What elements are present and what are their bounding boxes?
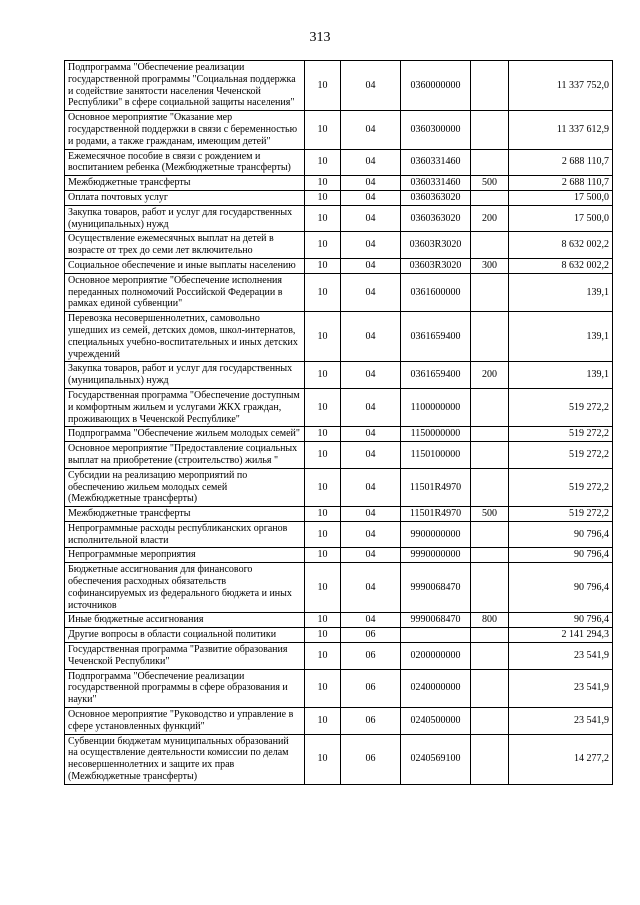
row-name-cell: Государственная программа "Обеспечение доступным и комфортным жильем и услугами ЖКХ граждан, проживающих в Чеченской Республике"	[65, 388, 305, 426]
row-name-cell: Субвенции бюджетам муниципальных образований на осуществление деятельности комиссии по делам несовершеннолетних и защите их прав (Межбюджетные трансферты)	[65, 734, 305, 784]
row-amount-cell: 139,1	[509, 273, 613, 311]
row-amount-cell: 17 500,0	[509, 190, 613, 205]
row-section-cell: 10	[305, 548, 341, 563]
row-name-cell: Субсидии на реализацию мероприятий по обеспечению жильем молодых семей (Межбюджетные трансферты)	[65, 468, 305, 506]
row-section-cell: 10	[305, 258, 341, 273]
row-target-code-cell: 0200000000	[401, 643, 471, 670]
row-amount-cell: 519 272,2	[509, 468, 613, 506]
row-section-cell: 10	[305, 734, 341, 784]
row-section-cell: 10	[305, 388, 341, 426]
row-expense-type-cell	[471, 734, 509, 784]
row-section-cell: 10	[305, 563, 341, 613]
row-subsection-cell: 04	[341, 176, 401, 191]
row-expense-type-cell	[471, 548, 509, 563]
row-expense-type-cell: 500	[471, 507, 509, 522]
row-target-code-cell: 0240569100	[401, 734, 471, 784]
row-name-cell: Другие вопросы в области социальной политики	[65, 628, 305, 643]
row-name-cell: Иные бюджетные ассигнования	[65, 613, 305, 628]
row-expense-type-cell	[471, 643, 509, 670]
row-target-code-cell: 0361659400	[401, 312, 471, 362]
row-expense-type-cell	[471, 312, 509, 362]
row-amount-cell: 519 272,2	[509, 442, 613, 469]
row-subsection-cell: 04	[341, 362, 401, 389]
row-expense-type-cell	[471, 669, 509, 707]
row-amount-cell: 519 272,2	[509, 388, 613, 426]
row-name-cell: Межбюджетные трансферты	[65, 507, 305, 522]
row-amount-cell: 23 541,9	[509, 669, 613, 707]
row-section-cell: 10	[305, 427, 341, 442]
table-row	[65, 521, 613, 548]
row-section-cell: 10	[305, 628, 341, 643]
row-section-cell: 10	[305, 507, 341, 522]
row-name-cell: Закупка товаров, работ и услуг для государственных (муниципальных) нужд	[65, 205, 305, 232]
row-name-cell: Социальное обеспечение и иные выплаты населению	[65, 258, 305, 273]
table-row	[65, 388, 613, 426]
page-number: 313	[309, 30, 331, 45]
row-amount-cell: 90 796,4	[509, 548, 613, 563]
row-amount-cell: 23 541,9	[509, 708, 613, 735]
row-section-cell: 10	[305, 205, 341, 232]
row-name-cell: Основное мероприятие "Предоставление социальных выплат на приобретение (строительство) жилья "	[65, 442, 305, 469]
row-target-code-cell: 0361600000	[401, 273, 471, 311]
row-amount-cell: 2 688 110,7	[509, 176, 613, 191]
row-amount-cell: 139,1	[509, 362, 613, 389]
row-name-cell: Осуществление ежемесячных выплат на детей в возрасте от трех до семи лет включительно	[65, 232, 305, 259]
table-row	[65, 548, 613, 563]
row-expense-type-cell	[471, 427, 509, 442]
row-target-code-cell: 9990068470	[401, 613, 471, 628]
row-name-cell: Основное мероприятие "Обеспечение исполнения переданных полномочий Российской Федерации в рамках единой субвенции"	[65, 273, 305, 311]
row-name-cell: Подпрограмма "Обеспечение реализации государственной программы в сфере образования и науки"	[65, 669, 305, 707]
row-expense-type-cell	[471, 388, 509, 426]
row-subsection-cell: 04	[341, 613, 401, 628]
table-row	[65, 362, 613, 389]
row-expense-type-cell: 500	[471, 176, 509, 191]
row-amount-cell: 11 337 612,9	[509, 111, 613, 149]
row-target-code-cell: 0240500000	[401, 708, 471, 735]
row-target-code-cell: 11501R4970	[401, 468, 471, 506]
row-section-cell: 10	[305, 362, 341, 389]
row-subsection-cell: 04	[341, 427, 401, 442]
row-subsection-cell: 06	[341, 734, 401, 784]
row-name-cell: Оплата почтовых услуг	[65, 190, 305, 205]
row-name-cell: Основное мероприятие "Руководство и управление в сфере установленных функций"	[65, 708, 305, 735]
row-target-code-cell: 0360363020	[401, 190, 471, 205]
row-name-cell: Подпрограмма "Обеспечение реализации государственной программы "Социальная поддержка и содействие занятости населения Чеченской Республики" в сфере социальной защиты населения"	[65, 61, 305, 111]
row-expense-type-cell	[471, 442, 509, 469]
row-subsection-cell: 04	[341, 61, 401, 111]
row-expense-type-cell: 800	[471, 613, 509, 628]
row-name-cell: Межбюджетные трансферты	[65, 176, 305, 191]
row-section-cell: 10	[305, 708, 341, 735]
row-subsection-cell: 06	[341, 628, 401, 643]
row-target-code-cell: 9990000000	[401, 548, 471, 563]
row-subsection-cell: 04	[341, 190, 401, 205]
row-name-cell: Непрограммные мероприятия	[65, 548, 305, 563]
row-subsection-cell: 04	[341, 258, 401, 273]
row-amount-cell: 90 796,4	[509, 563, 613, 613]
table-row	[65, 669, 613, 707]
table-row	[65, 427, 613, 442]
row-target-code-cell: 1150000000	[401, 427, 471, 442]
row-target-code-cell: 03603R3020	[401, 258, 471, 273]
row-amount-cell: 139,1	[509, 312, 613, 362]
row-target-code-cell: 0360331460	[401, 176, 471, 191]
row-subsection-cell: 04	[341, 563, 401, 613]
row-subsection-cell: 04	[341, 232, 401, 259]
table-row	[65, 190, 613, 205]
row-amount-cell: 17 500,0	[509, 205, 613, 232]
table-row	[65, 312, 613, 362]
row-amount-cell: 2 688 110,7	[509, 149, 613, 176]
row-subsection-cell: 04	[341, 111, 401, 149]
row-amount-cell: 519 272,2	[509, 427, 613, 442]
row-expense-type-cell	[471, 563, 509, 613]
row-name-cell: Подпрограмма "Обеспечение жильем молодых семей"	[65, 427, 305, 442]
table-row	[65, 442, 613, 469]
row-target-code-cell: 0360000000	[401, 61, 471, 111]
row-section-cell: 10	[305, 468, 341, 506]
row-subsection-cell: 06	[341, 669, 401, 707]
row-section-cell: 10	[305, 232, 341, 259]
row-expense-type-cell	[471, 468, 509, 506]
row-amount-cell: 8 632 002,2	[509, 258, 613, 273]
row-expense-type-cell	[471, 111, 509, 149]
row-target-code-cell: 0360363020	[401, 205, 471, 232]
row-expense-type-cell: 200	[471, 205, 509, 232]
table-row	[65, 708, 613, 735]
row-subsection-cell: 06	[341, 708, 401, 735]
row-amount-cell: 2 141 294,3	[509, 628, 613, 643]
row-section-cell: 10	[305, 61, 341, 111]
table-row	[65, 232, 613, 259]
row-target-code-cell: 0360300000	[401, 111, 471, 149]
row-amount-cell: 519 272,2	[509, 507, 613, 522]
row-section-cell: 10	[305, 442, 341, 469]
row-name-cell: Основное мероприятие "Оказание мер государственной поддержки в связи с беременностью и родами, а также гражданам, имеющим детей"	[65, 111, 305, 149]
row-section-cell: 10	[305, 111, 341, 149]
row-amount-cell: 14 277,2	[509, 734, 613, 784]
row-section-cell: 10	[305, 312, 341, 362]
row-subsection-cell: 04	[341, 548, 401, 563]
row-amount-cell: 11 337 752,0	[509, 61, 613, 111]
row-section-cell: 10	[305, 176, 341, 191]
table-row	[65, 111, 613, 149]
row-subsection-cell: 04	[341, 442, 401, 469]
row-target-code-cell	[401, 628, 471, 643]
row-section-cell: 10	[305, 273, 341, 311]
table-row	[65, 258, 613, 273]
row-target-code-cell: 1100000000	[401, 388, 471, 426]
row-section-cell: 10	[305, 190, 341, 205]
row-section-cell: 10	[305, 521, 341, 548]
row-target-code-cell: 9990068470	[401, 563, 471, 613]
table-row	[65, 468, 613, 506]
table-row	[65, 628, 613, 643]
row-expense-type-cell	[471, 232, 509, 259]
row-target-code-cell: 9900000000	[401, 521, 471, 548]
row-expense-type-cell	[471, 149, 509, 176]
row-expense-type-cell: 200	[471, 362, 509, 389]
row-target-code-cell: 11501R4970	[401, 507, 471, 522]
row-name-cell: Непрограммные расходы республиканских органов исполнительной власти	[65, 521, 305, 548]
table-row	[65, 507, 613, 522]
row-subsection-cell: 04	[341, 205, 401, 232]
table-row	[65, 563, 613, 613]
table-row	[65, 734, 613, 784]
row-amount-cell: 90 796,4	[509, 613, 613, 628]
table-row	[65, 61, 613, 111]
table-row	[65, 205, 613, 232]
table-row	[65, 613, 613, 628]
row-expense-type-cell	[471, 521, 509, 548]
row-expense-type-cell: 300	[471, 258, 509, 273]
row-expense-type-cell	[471, 708, 509, 735]
row-name-cell: Государственная программа "Развитие образования Чеченской Республики"	[65, 643, 305, 670]
row-section-cell: 10	[305, 149, 341, 176]
row-section-cell: 10	[305, 669, 341, 707]
table-row	[65, 176, 613, 191]
row-name-cell: Закупка товаров, работ и услуг для государственных (муниципальных) нужд	[65, 362, 305, 389]
row-expense-type-cell	[471, 273, 509, 311]
row-section-cell: 10	[305, 643, 341, 670]
row-name-cell: Ежемесячное пособие в связи с рождением и воспитанием ребенка (Межбюджетные трансферты)	[65, 149, 305, 176]
row-subsection-cell: 06	[341, 643, 401, 670]
row-subsection-cell: 04	[341, 507, 401, 522]
table-row	[65, 273, 613, 311]
row-target-code-cell: 0361659400	[401, 362, 471, 389]
row-subsection-cell: 04	[341, 273, 401, 311]
table-row	[65, 643, 613, 670]
row-subsection-cell: 04	[341, 468, 401, 506]
budget-table	[64, 60, 613, 785]
row-target-code-cell: 1150100000	[401, 442, 471, 469]
row-target-code-cell: 03603R3020	[401, 232, 471, 259]
row-expense-type-cell	[471, 190, 509, 205]
row-name-cell: Бюджетные ассигнования для финансового обеспечения расходных обязательств софинансируемых из федерального бюджета и иных источников	[65, 563, 305, 613]
row-target-code-cell: 0240000000	[401, 669, 471, 707]
row-section-cell: 10	[305, 613, 341, 628]
row-target-code-cell: 0360331460	[401, 149, 471, 176]
row-amount-cell: 23 541,9	[509, 643, 613, 670]
row-amount-cell: 8 632 002,2	[509, 232, 613, 259]
row-expense-type-cell	[471, 628, 509, 643]
row-amount-cell: 90 796,4	[509, 521, 613, 548]
row-subsection-cell: 04	[341, 312, 401, 362]
table-row	[65, 149, 613, 176]
row-subsection-cell: 04	[341, 149, 401, 176]
row-subsection-cell: 04	[341, 521, 401, 548]
row-expense-type-cell	[471, 61, 509, 111]
row-subsection-cell: 04	[341, 388, 401, 426]
row-name-cell: Перевозка несовершеннолетних, самовольно ушедших из семей, детских домов, школ-интернатов, специальных учебно-воспитательных и иных детских учреждений	[65, 312, 305, 362]
